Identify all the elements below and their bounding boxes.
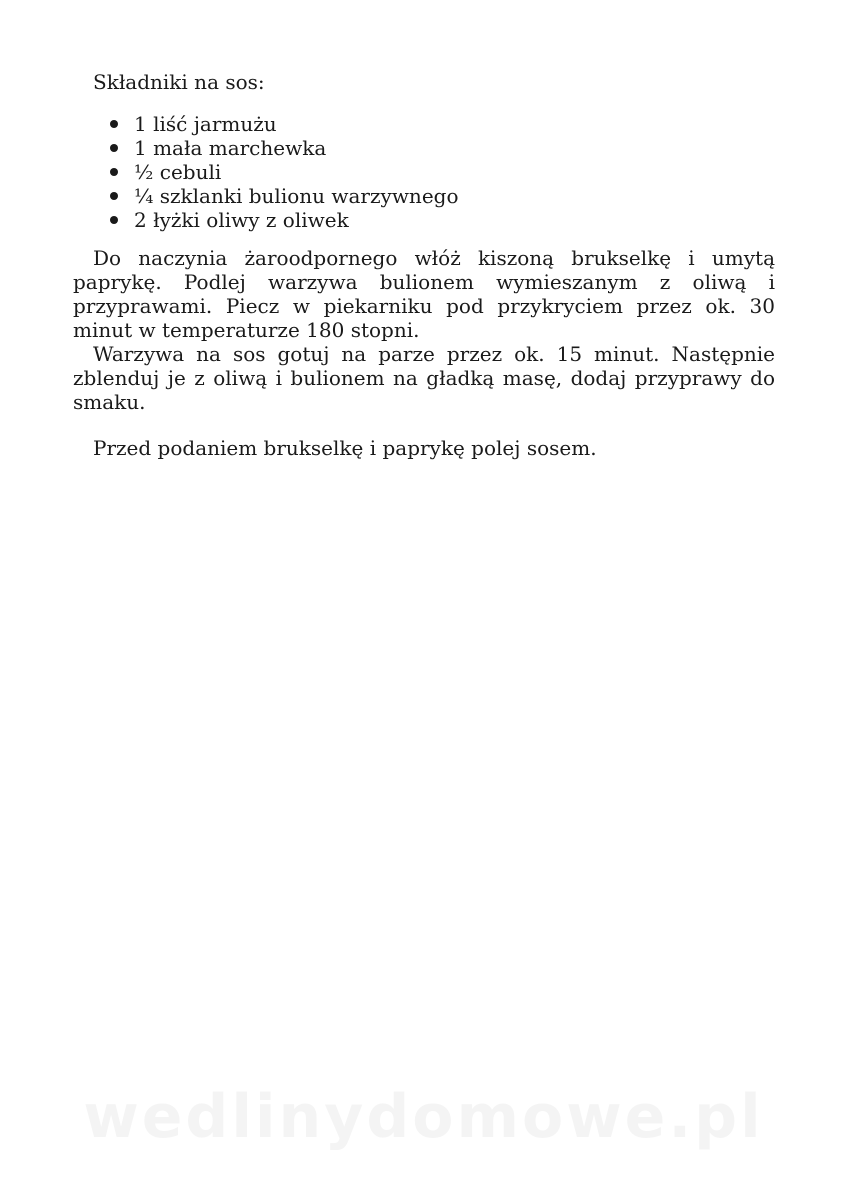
instruction-paragraph-sauce: Warzywa na sos gotuj na parze przez ok. 15 minut. Następnie zblenduj je z oliwą i bulionem na gładką masę, dodaj przyprawy do smaku. — [73, 342, 775, 414]
watermark: wedlinydomowe.pl — [83, 1082, 764, 1152]
list-item: 1 liść jarmużu — [73, 112, 775, 136]
list-item: 1 mała marchewka — [73, 136, 775, 160]
instruction-paragraph-serving: Przed podaniem brukselkę i paprykę polej sosem. — [93, 436, 597, 460]
recipe-page — [73, 70, 775, 460]
list-item: 2 łyżki oliwy z oliwek — [73, 208, 775, 232]
sauce-ingredients-heading: Składniki na sos: — [93, 70, 265, 94]
instruction-paragraph-baking: Do naczynia żaroodpornego włóż kiszoną brukselkę i umytą paprykę. Podlej warzywa bulionem wymieszanym z oliwą i przyprawami. Piecz w piekarniku pod przykryciem przez ok. 30 minut w temperaturze 180 stopni. — [73, 246, 775, 342]
ingredient-list — [73, 112, 775, 232]
list-item: ½ cebuli — [73, 160, 775, 184]
list-item: ¼ szklanki bulionu warzywnego — [73, 184, 775, 208]
